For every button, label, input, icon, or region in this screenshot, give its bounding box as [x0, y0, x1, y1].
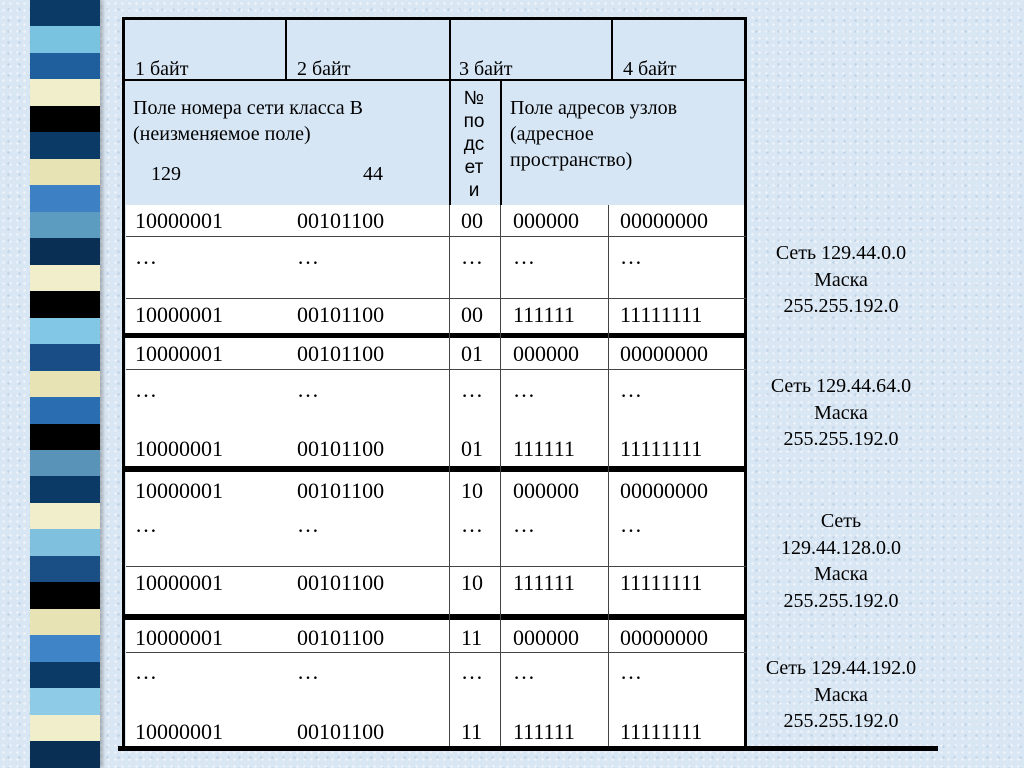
network-note-line: 255.255.192.0 — [783, 589, 899, 612]
byte1-cell: 10000001 — [135, 478, 223, 503]
stripe-band — [30, 635, 100, 661]
host-bits-4-cell: … — [620, 659, 642, 684]
network-note-line: Маска — [814, 268, 868, 291]
header-left-border — [122, 17, 125, 205]
stripe-band — [30, 582, 100, 608]
stripe-band — [30, 238, 100, 264]
host-bits-3-cell: … — [513, 659, 535, 684]
byte-3-header: 3 байт — [459, 58, 513, 80]
group-separator-2 — [122, 466, 747, 472]
stripe-band — [30, 344, 100, 370]
subnet-bits-cell: … — [461, 512, 483, 537]
subnet-bits-cell: 10 — [461, 478, 483, 503]
byte2-cell: … — [297, 244, 319, 269]
octet-1-value: 129 — [151, 163, 181, 185]
stripe-band — [30, 371, 100, 397]
host-bits-4-cell: 00000000 — [620, 208, 708, 233]
byte2-cell: 00101100 — [297, 478, 385, 503]
stripe-band — [30, 0, 100, 26]
host-bits-4-cell: 11111111 — [620, 719, 703, 744]
host-bits-4-cell: … — [620, 512, 642, 537]
host-bits-3-cell: 111111 — [513, 570, 575, 595]
stripe-band — [30, 397, 100, 423]
byte1-cell: 10000001 — [135, 625, 223, 650]
stripe-band — [30, 476, 100, 502]
bottom-border — [118, 746, 938, 751]
octet-2-value: 44 — [363, 163, 383, 185]
subnet-bits-cell: … — [461, 659, 483, 684]
stripe-band — [30, 291, 100, 317]
subnet-bits-cell: 00 — [461, 208, 483, 233]
byte1-cell: 10000001 — [135, 436, 223, 461]
byte1-cell: 10000001 — [135, 208, 223, 233]
host-bits-4-cell: 00000000 — [620, 625, 708, 650]
header-divider-4 — [500, 80, 502, 205]
network-note-line: Сеть 129.44.64.0 — [770, 375, 912, 397]
byte2-cell: … — [297, 512, 319, 537]
subnet-bits-cell: … — [461, 244, 483, 269]
byte2-cell: 00101100 — [297, 719, 385, 744]
stripe-band — [30, 132, 100, 158]
stripe-band — [30, 185, 100, 211]
host-field-label: Поле адресов узлов — [510, 97, 678, 119]
host-bits-4-cell: 11111111 — [620, 302, 703, 327]
byte2-cell: … — [297, 377, 319, 402]
byte2-cell: 00101100 — [297, 302, 385, 327]
byte1-cell: 10000001 — [135, 341, 223, 366]
subnet-bits-cell: 00 — [461, 302, 483, 327]
host-bits-3-cell: 000000 — [513, 625, 579, 650]
byte2-cell: 00101100 — [297, 570, 385, 595]
network-note-line: Сеть — [820, 510, 862, 532]
network-note-line: 129.44.128.0.0 — [781, 536, 901, 559]
host-bits-3-cell: … — [513, 377, 535, 402]
subnet-number-label: по — [463, 111, 485, 132]
row-line — [126, 652, 746, 653]
subnet-number-label: дс — [463, 134, 485, 155]
network-note-line: Сеть 129.44.192.0 — [765, 657, 917, 679]
byte1-cell: … — [135, 377, 157, 402]
decorative-stripe — [30, 0, 100, 768]
network-note-line: 255.255.192.0 — [783, 428, 899, 450]
host-bits-4-cell: 11111111 — [620, 570, 703, 595]
network-note-line: Маска — [814, 683, 868, 706]
network-note-line: 255.255.192.0 — [783, 295, 899, 317]
subnet-bits-cell: 01 — [461, 341, 483, 366]
header-divider-1 — [285, 17, 287, 81]
header-top-border — [122, 17, 747, 20]
stripe-band — [30, 265, 100, 291]
byte2-cell: 00101100 — [297, 625, 385, 650]
group-separator-1 — [122, 333, 747, 338]
subnet-number-label: и — [468, 180, 480, 201]
host-bits-4-cell: 00000000 — [620, 341, 708, 366]
column-line — [449, 205, 450, 746]
stripe-band — [30, 741, 100, 767]
byte1-cell: … — [135, 244, 157, 269]
byte1-cell: 10000001 — [135, 570, 223, 595]
host-bits-3-cell: … — [513, 244, 535, 269]
host-bits-3-cell: 000000 — [513, 341, 579, 366]
stripe-band — [30, 503, 100, 529]
stripe-band — [30, 609, 100, 635]
byte-4-header: 4 байт — [623, 58, 677, 80]
byte-1-header: 1 байт — [135, 58, 189, 80]
byte2-cell: 00101100 — [297, 436, 385, 461]
byte2-cell: 00101100 — [297, 208, 385, 233]
body-left-border — [122, 205, 125, 750]
subnet-bits-cell: 11 — [461, 625, 483, 650]
byte1-cell: 10000001 — [135, 302, 223, 327]
byte-2-header: 2 байт — [297, 58, 351, 80]
subnet-number-label: № — [463, 88, 485, 109]
stripe-band — [30, 688, 100, 714]
host-bits-3-cell: 000000 — [513, 208, 579, 233]
row-line — [126, 298, 746, 299]
host-bits-4-cell: … — [620, 377, 642, 402]
network-field-note: (неизменяемое поле) — [133, 123, 311, 145]
subnet-number-label: ет — [464, 157, 484, 178]
host-bits-4-cell: 00000000 — [620, 478, 708, 503]
network-note-line: Сеть 129.44.0.0 — [775, 242, 907, 264]
host-bits-3-cell: 111111 — [513, 719, 575, 744]
byte1-cell: … — [135, 512, 157, 537]
byte2-cell: 00101100 — [297, 341, 385, 366]
stripe-band — [30, 106, 100, 132]
host-bits-4-cell: … — [620, 244, 642, 269]
row-line — [126, 236, 746, 237]
stripe-band — [30, 212, 100, 238]
byte2-cell: … — [297, 659, 319, 684]
subnet-bits-cell: 11 — [461, 719, 483, 744]
byte1-cell: 10000001 — [135, 719, 223, 744]
stripe-band — [30, 318, 100, 344]
stripe-band — [30, 53, 100, 79]
stripe-band — [30, 424, 100, 450]
host-bits-3-cell: … — [513, 512, 535, 537]
network-field-label: Поле номера сети класса В — [133, 97, 363, 119]
host-bits-3-cell: 111111 — [513, 302, 575, 327]
stripe-band — [30, 556, 100, 582]
stripe-band — [30, 450, 100, 476]
host-field-note-2: пространство) — [510, 149, 633, 171]
host-bits-4-cell: 11111111 — [620, 436, 703, 461]
stripe-band — [30, 662, 100, 688]
host-bits-3-cell: 000000 — [513, 478, 579, 503]
host-bits-3-cell: 111111 — [513, 436, 575, 461]
byte1-cell: … — [135, 659, 157, 684]
header-divider-3 — [611, 17, 613, 81]
column-line — [608, 205, 609, 746]
stripe-band — [30, 529, 100, 555]
stripe-band — [30, 26, 100, 52]
row-line — [126, 566, 746, 567]
stripe-band — [30, 159, 100, 185]
group-separator-3 — [122, 614, 747, 620]
subnet-bits-cell: 01 — [461, 436, 483, 461]
network-note-line: Маска — [814, 401, 868, 424]
host-field-note-1: (адресное — [510, 123, 594, 145]
network-note-line: Маска — [814, 563, 868, 585]
column-line — [500, 205, 501, 746]
stripe-band — [30, 715, 100, 741]
subnet-bits-cell: … — [461, 377, 483, 402]
subnet-bits-cell: 10 — [461, 570, 483, 595]
row-line — [126, 369, 746, 370]
stripe-band — [30, 79, 100, 105]
network-note-line: 255.255.192.0 — [783, 710, 899, 732]
